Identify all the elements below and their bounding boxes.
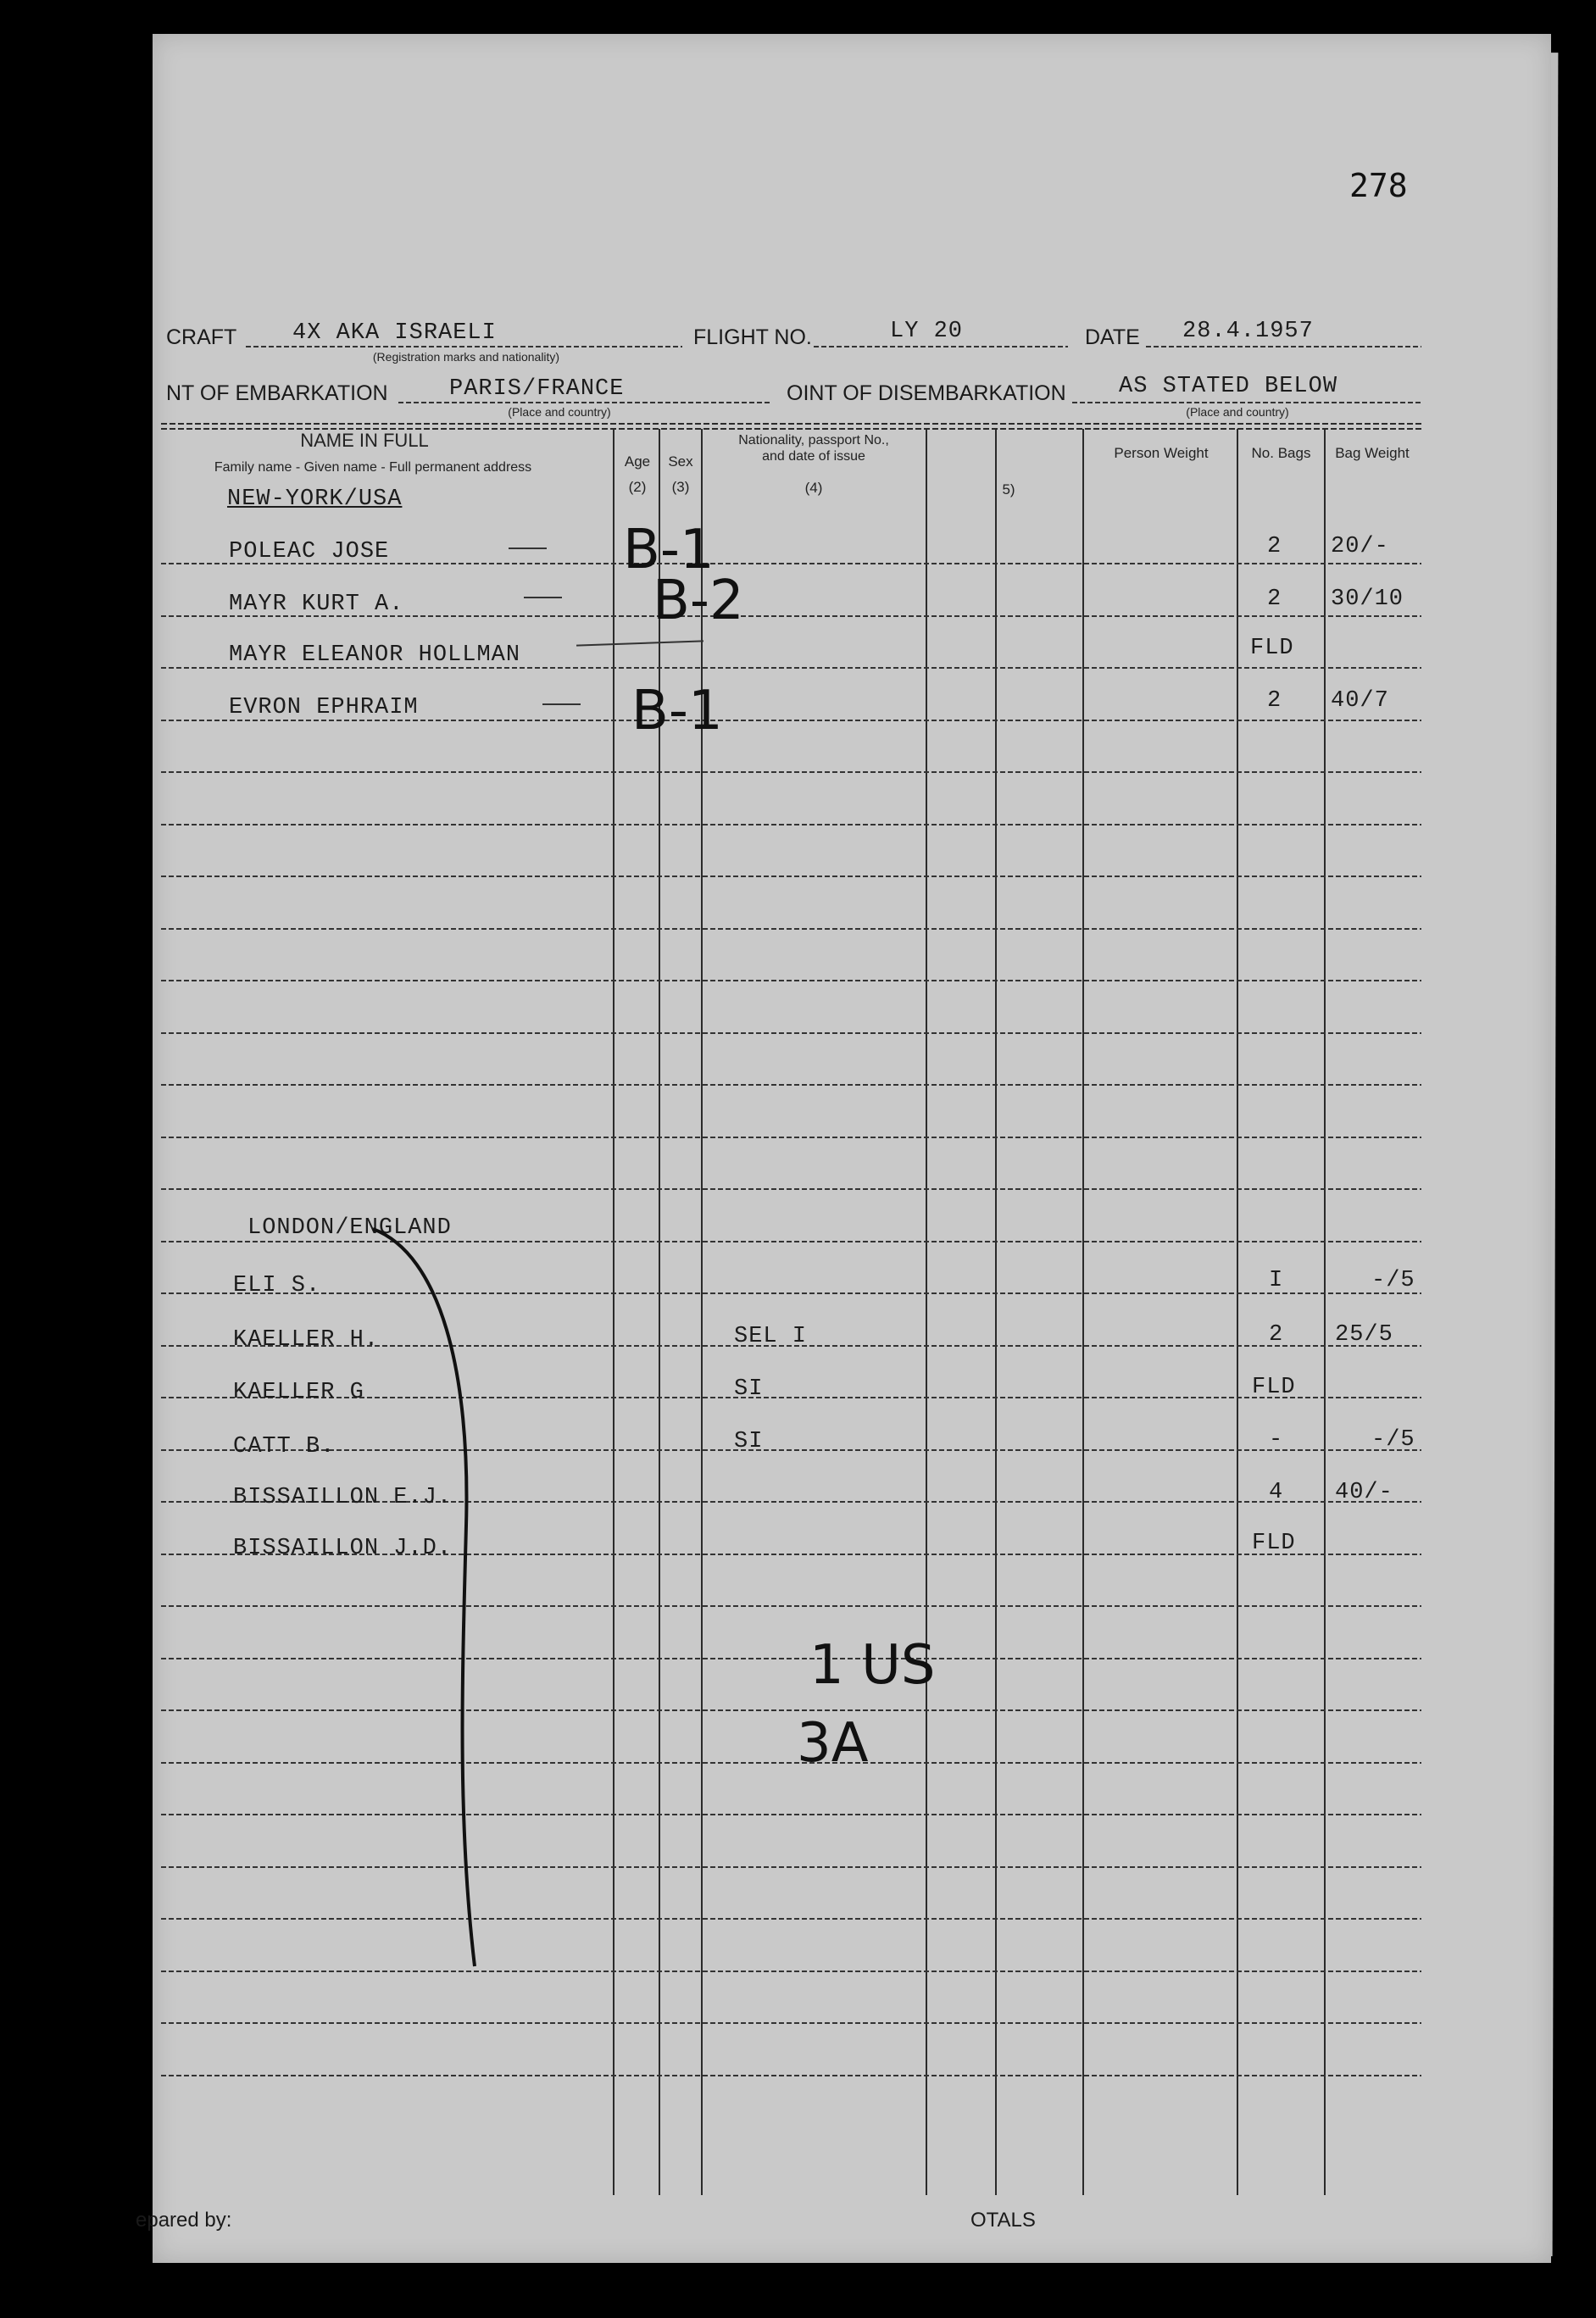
group2-row2-name: KAELLER H. [233,1327,380,1353]
col5-number: 5) [1002,481,1015,498]
group1-row1-bag-weight: 20/- [1331,534,1389,559]
craft-value: 4X AKA ISRAELI [292,320,497,346]
group1-row1-bags: 2 [1267,534,1282,559]
group1-row4-name: EVRON EPHRAIM [229,695,419,720]
group2-row1-bags: I [1269,1268,1284,1293]
nationality-column-number: (4) [804,480,823,496]
group2-row1-name: ELI S. [233,1273,321,1298]
group2-row6-name: BISSAILLON J.D. [233,1536,453,1561]
group1-row3-name: MAYR ELEANOR HOLLMAN [229,642,521,668]
sex-column-number: (3) [671,479,690,495]
group1-row2-handwritten-mark: B-2 [653,570,744,632]
age-column-header: Age [624,453,651,470]
person-weight-header: Person Weight [1114,445,1209,461]
group2-row3-bags: FLD [1252,1375,1296,1400]
bag-weight-header: Bag Weight [1335,445,1410,461]
handwritten-note-line2: 3A [797,1712,869,1775]
embarkation-value: PARIS/FRANCE [449,376,625,402]
name-column-subtitle: Family name - Given name - Full permanent address [214,460,532,475]
group2-row4-bag-weight: -/5 [1371,1427,1415,1453]
group1-row2-bags: 2 [1267,586,1282,612]
group2-row4-name: CATT B. [233,1434,336,1459]
date-value: 28.4.1957 [1182,319,1314,344]
group2-row3-name: KAELLER G [233,1380,364,1405]
name-column-title: NAME IN FULL [300,430,429,451]
age-column-number: (2) [628,479,647,495]
date-label: DATE [1085,325,1140,349]
page-number: 278 [1349,167,1408,204]
group2-row5-name: BISSAILLON E.J. [233,1485,453,1510]
totals-label: OTALS [970,2209,1036,2232]
craft-label: CRAFT [166,325,237,349]
group1-row4-bag-weight: 40/7 [1331,688,1389,714]
sex-column-header: Sex [668,453,693,470]
group2-row1-bag-weight: -/5 [1371,1268,1415,1293]
group2-row2-bags: 2 [1269,1322,1284,1348]
group1-destination: NEW-YORK/USA [227,486,403,512]
group2-row6-bags: FLD [1252,1531,1296,1556]
no-bags-header: No. Bags [1251,445,1311,461]
group1-row3-bags: FLD [1250,636,1294,661]
group1-row4-handwritten-mark: B-1 [631,680,723,742]
group2-row4-bags: - [1269,1427,1284,1453]
group2-row5-bags: 4 [1269,1480,1284,1505]
group1-row1-name: POLEAC JOSE [229,539,390,564]
group2-row2-nationality: SEL I [734,1324,808,1349]
group1-row1-handwritten-mark: B-1 [623,519,715,581]
disembarkation-note: (Place and country) [1186,405,1289,419]
group2-row3-nationality: SI [734,1376,764,1402]
disembarkation-label: OINT OF DISEMBARKATION [787,381,1066,405]
group1-row2-bag-weight: 30/10 [1331,586,1404,612]
craft-note: (Registration marks and nationality) [372,350,560,364]
flight-label: FLIGHT NO. [693,325,812,349]
disembarkation-value: AS STATED BELOW [1119,374,1338,399]
embarkation-label: NT OF EMBARKATION [166,381,388,405]
embarkation-note: (Place and country) [508,405,611,419]
handwritten-note-line1: 1 US [809,1634,936,1697]
group2-row4-nationality: SI [734,1429,764,1454]
group1-row4-bags: 2 [1267,688,1282,714]
flight-value: LY 20 [890,319,964,344]
prepared-by-label: epared by: [136,2209,232,2232]
group2-row5-bag-weight: 40/- [1335,1480,1393,1505]
group2-row2-bag-weight: 25/5 [1335,1322,1393,1348]
nationality-column-header: Nationality, passport No., and date of issue [738,433,889,464]
group2-destination: LONDON/ENGLAND [247,1215,452,1241]
group1-row2-name: MAYR KURT A. [229,592,404,617]
